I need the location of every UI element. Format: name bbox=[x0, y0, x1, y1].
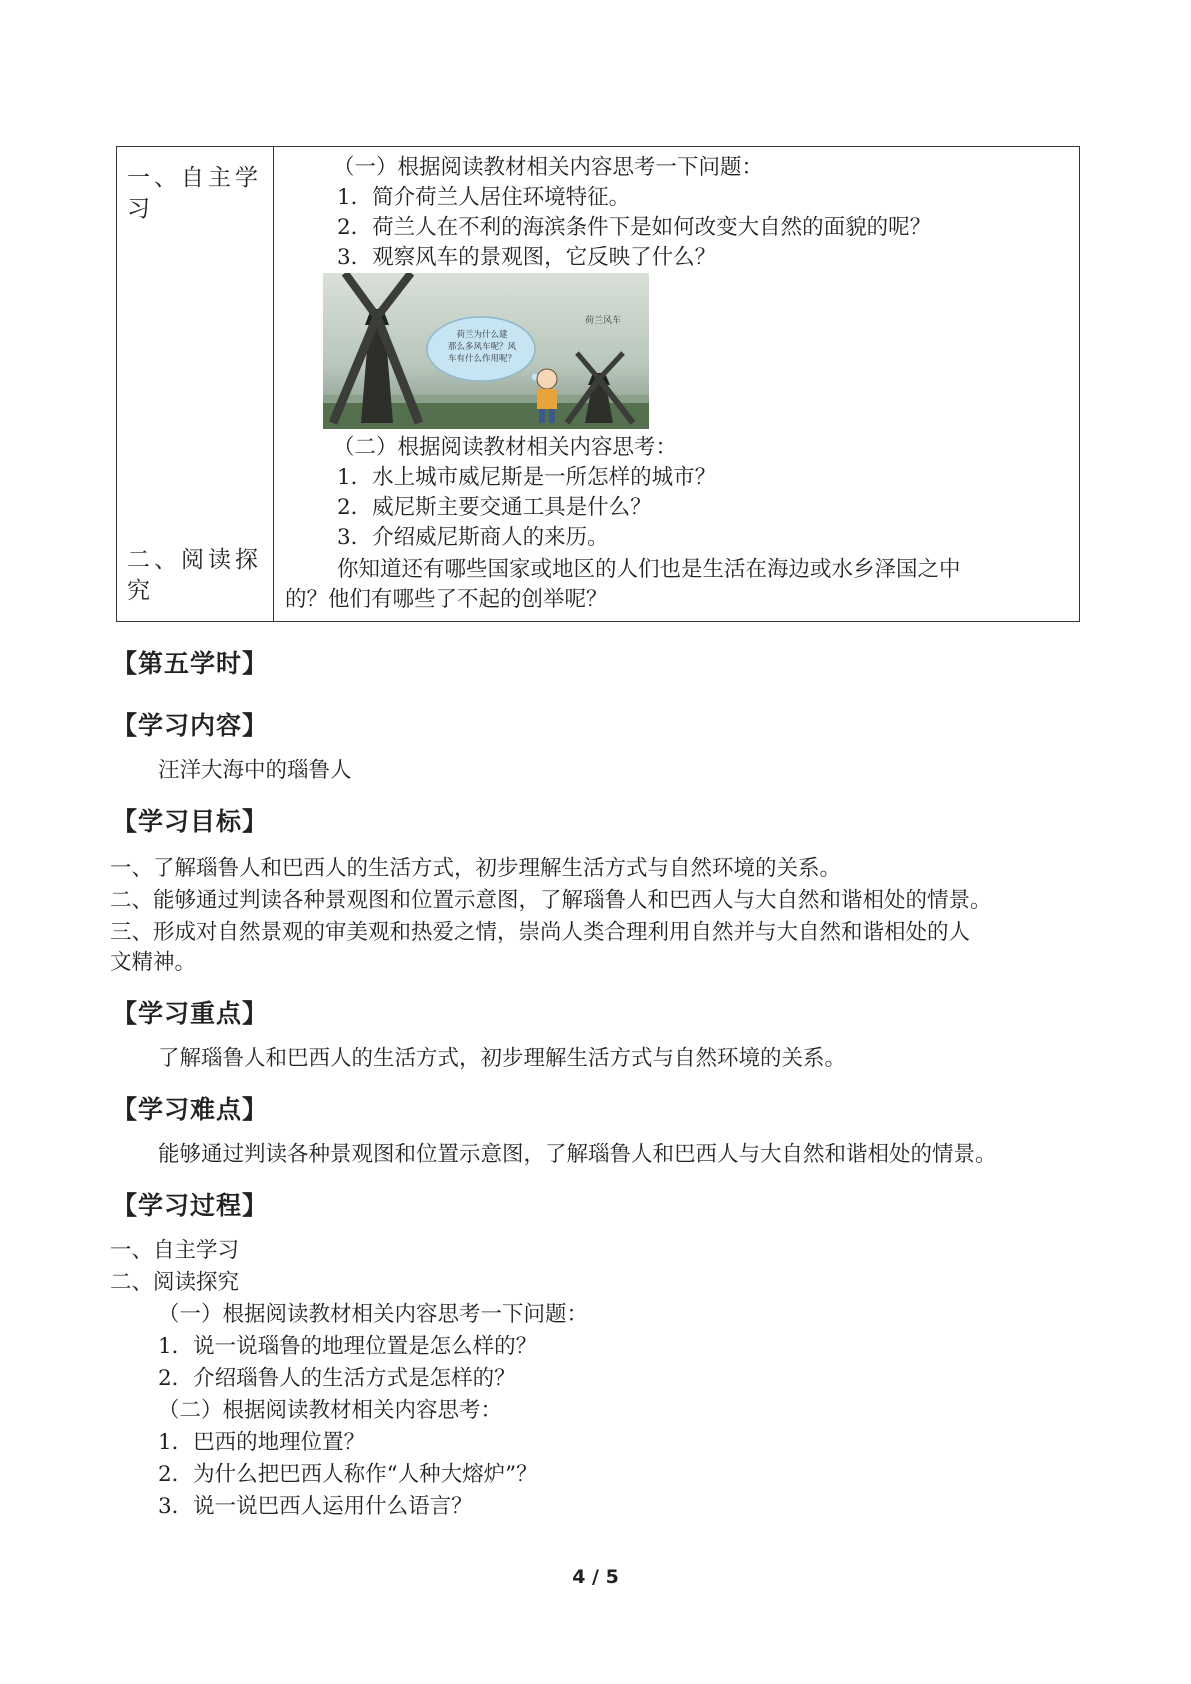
row-label-self-study bbox=[127, 163, 267, 225]
process-part2-q3: 3．说一说巴西人运用什么语言？ bbox=[158, 1494, 473, 1519]
process-part2-heading: （二）根据阅读教材相关内容思考： bbox=[158, 1398, 503, 1423]
photo-bubble-text bbox=[437, 329, 527, 365]
row-label-self-study-line2: 习 bbox=[127, 196, 154, 222]
process-step-1: 一、自主学习 bbox=[110, 1238, 240, 1263]
goals-heading: 【学习目标】 bbox=[112, 807, 269, 836]
process-step-2: 二、阅读探究 bbox=[110, 1270, 240, 1295]
part1-heading: （一）根据阅读教材相关内容思考一下问题： bbox=[333, 155, 764, 180]
table-divider bbox=[273, 147, 274, 621]
page-number: 4 / 5 bbox=[572, 1566, 619, 1588]
process-part1-q1: 1．说一说瑙鲁的地理位置是怎么样的？ bbox=[158, 1334, 538, 1359]
bubble-line-1: 荷兰为什么建 bbox=[456, 330, 508, 340]
key-text: 了解瑙鲁人和巴西人的生活方式，初步理解生活方式与自然环境的关系。 bbox=[158, 1046, 847, 1071]
bubble-line-2: 那么多风车呢？风 bbox=[447, 342, 516, 352]
row-label-reading-line1: 二、阅读探 bbox=[127, 547, 262, 573]
process-part2-q1: 1．巴西的地理位置？ bbox=[158, 1430, 366, 1455]
row-label-reading bbox=[127, 545, 267, 607]
goal-2: 二、能够通过判读各种景观图和位置示意图，了解瑙鲁人和巴西人与大自然和谐相处的情景。 bbox=[110, 888, 992, 913]
part2-heading: （二）根据阅读教材相关内容思考： bbox=[333, 435, 678, 460]
bubble-line-3: 车有什么作用呢？ bbox=[447, 354, 516, 364]
goal-3-line2: 文精神。 bbox=[110, 950, 197, 975]
difficult-heading: 【学习难点】 bbox=[112, 1095, 269, 1124]
goal-1: 一、了解瑙鲁人和巴西人的生活方式，初步理解生活方式与自然环境的关系。 bbox=[110, 856, 842, 881]
content-heading: 【学习内容】 bbox=[112, 711, 269, 740]
part2-extra-line1: 你知道还有哪些国家或地区的人们也是生活在海边或水乡泽国之中 bbox=[337, 557, 961, 582]
photo-caption: 荷兰风车 bbox=[585, 316, 622, 326]
part1-question-3: 3．观察风车的景观图，它反映了什么？ bbox=[337, 245, 717, 270]
learning-table bbox=[116, 146, 1080, 622]
difficult-text: 能够通过判读各种景观图和位置示意图，了解瑙鲁人和巴西人与大自然和谐相处的情景。 bbox=[158, 1142, 997, 1167]
process-part1-q2: 2．介绍瑙鲁人的生活方式是怎样的？ bbox=[158, 1366, 516, 1391]
row-label-self-study-line1: 一、自主学 bbox=[127, 165, 262, 191]
lesson-title: 【第五学时】 bbox=[112, 649, 269, 678]
part2-question-1: 1．水上城市威尼斯是一所怎样的城市？ bbox=[337, 465, 717, 490]
process-part1-heading: （一）根据阅读教材相关内容思考一下问题： bbox=[158, 1302, 589, 1327]
process-heading: 【学习过程】 bbox=[112, 1191, 269, 1220]
part2-question-2: 2．威尼斯主要交通工具是什么？ bbox=[337, 495, 652, 520]
key-heading: 【学习重点】 bbox=[112, 999, 269, 1028]
part2-extra-line2: 的？他们有哪些了不起的创举呢？ bbox=[285, 587, 608, 612]
part1-question-2: 2．荷兰人在不利的海滨条件下是如何改变大自然的面貌的呢？ bbox=[337, 215, 932, 240]
goal-3-line1: 三、形成对自然景观的审美观和热爱之情，崇尚人类合理利用自然并与大自然和谐相处的人 bbox=[110, 920, 971, 945]
windmill-photo bbox=[323, 273, 649, 429]
part2-question-3: 3．介绍威尼斯商人的来历。 bbox=[337, 525, 609, 550]
process-part2-q2: 2．为什么把巴西人称作“人种大熔炉”？ bbox=[158, 1462, 538, 1487]
part1-question-1: 1．简介荷兰人居住环境特征。 bbox=[337, 185, 631, 210]
content-text: 汪洋大海中的瑙鲁人 bbox=[158, 758, 352, 783]
row-label-reading-line2: 究 bbox=[127, 578, 154, 604]
